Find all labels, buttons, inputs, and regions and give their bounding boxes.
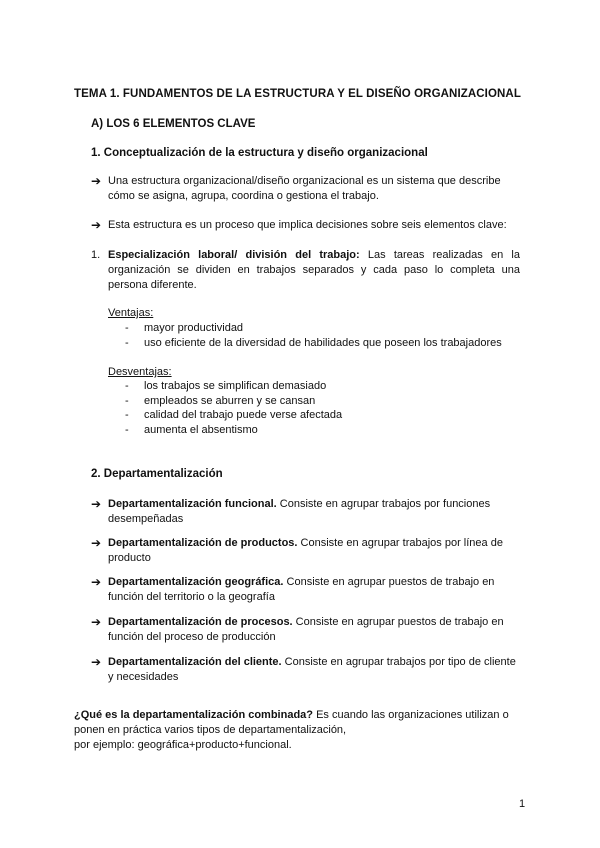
list-item: - uso eficiente de la diversidad de habilidades que poseen los trabajadores <box>125 336 502 349</box>
intro-bullet-1: Una estructura organizacional/diseño organizacional es un sistema que describe cómo se asigna, agrupa, coordina o gestiona el trabajo. <box>108 175 501 202</box>
desventajas-label: Desventajas: <box>108 366 172 378</box>
desventajas-list <box>125 379 342 437</box>
list-item: - calidad del trabajo puede verse afectada <box>125 409 343 422</box>
element-1-term: Especialización laboral/ división del trabajo: <box>108 249 360 261</box>
arrow-icon: ➔ <box>91 497 102 511</box>
arrow-icon: ➔ <box>91 536 102 550</box>
heading-departamentalizacion: 2. Departamentalización <box>91 468 223 480</box>
intro-bullet-2: Esta estructura es un proceso que implica decisiones sobre seis elementos clave: <box>108 219 507 231</box>
element-1-text: Las tareas realizadas en la organización se dividen en trabajos separados y cada paso lo completa una persona diferente. <box>108 249 520 291</box>
dept-item-funcional: Departamentalización funcional. Consiste en agrupar trabajos por funciones desempeñadas <box>108 498 491 525</box>
dept-item-productos: Departamentalización de productos. Consiste en agrupar trabajos por línea de producto <box>108 537 503 564</box>
dept-item-procesos: Departamentalización de procesos. Consiste en agrupar puestos de trabajo en función del proceso de producción <box>108 616 504 643</box>
list-item: - aumenta el absentismo <box>125 423 258 436</box>
element-1-paragraph <box>108 248 520 293</box>
section-a-heading: A) LOS 6 ELEMENTOS CLAVE <box>91 118 256 130</box>
closing-paragraph: ¿Qué es la departamentalización combinada? Es cuando las organizaciones utilizan o ponen en práctica varios tipos de departamentalización, por ejemplo: geográfica+producto+funcional. <box>74 709 509 751</box>
arrow-icon: ➔ <box>91 174 102 188</box>
document-title: TEMA 1. FUNDAMENTOS DE LA ESTRUCTURA Y EL DISEÑO ORGANIZACIONAL <box>74 88 521 100</box>
dept-item-geografica: Departamentalización geográfica. Consiste en agrupar puestos de trabajo en función del territorio o la geografía <box>108 576 495 603</box>
dept-item-cliente: Departamentalización del cliente. Consiste en agrupar trabajos por tipo de cliente y necesidades <box>108 656 516 683</box>
arrow-icon: ➔ <box>91 575 102 589</box>
closing-question: ¿Qué es la departamentalización combinada? <box>74 709 314 721</box>
page-number: 1 <box>519 798 526 810</box>
element-1-number: 1. <box>91 249 101 261</box>
arrow-icon: ➔ <box>91 615 102 629</box>
list-item: - los trabajos se simplifican demasiado <box>125 380 327 392</box>
arrow-icon: ➔ <box>91 655 102 669</box>
ventajas-label: Ventajas: <box>108 307 154 319</box>
arrow-icon: ➔ <box>91 218 102 232</box>
heading-conceptualizacion: 1. Conceptualización de la estructura y diseño organizacional <box>91 147 428 159</box>
list-item: - mayor productividad <box>125 322 244 334</box>
ventajas-list <box>125 321 502 350</box>
list-item: - empleados se aburren y se cansan <box>125 394 316 407</box>
